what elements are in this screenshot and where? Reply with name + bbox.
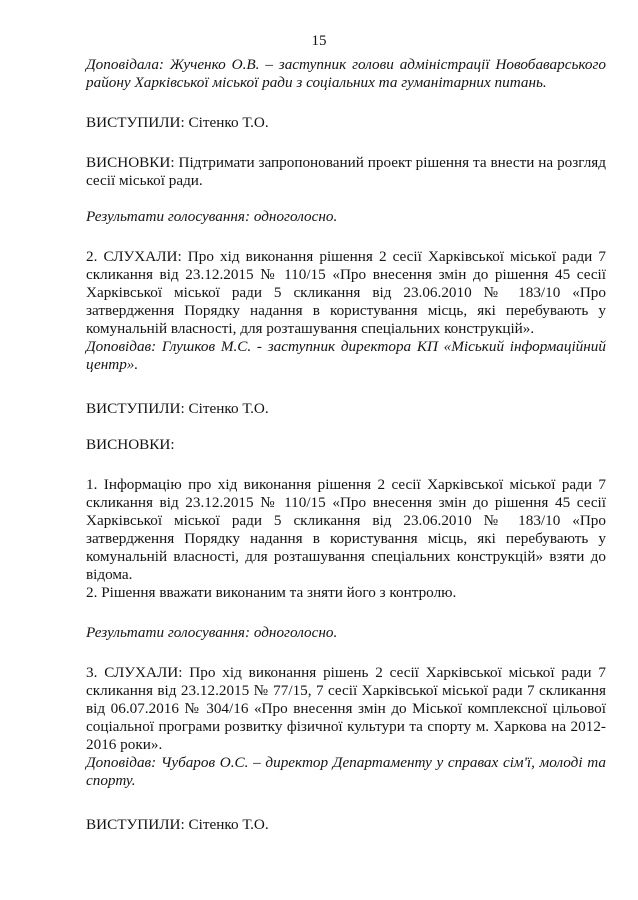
page-number: 15 (311, 33, 327, 49)
spoke-line: ВИСТУПИЛИ: Сітенко Т.О. (86, 400, 269, 417)
spoke-line: ВИСТУПИЛИ: Сітенко Т.О. (86, 114, 269, 131)
conclusions-paragraph: ВИСНОВКИ: Підтримати запропонований проект рішення та внести на розгляд сесії міської ради. (86, 154, 606, 189)
speaker-line: Доповідав: Глушков М.С. - заступник директора КП «Міський інформаційний центр». (86, 338, 606, 373)
conclusion-item-1: 1. Інформацію про хід виконання рішення 2 сесії Харківської міської ради 7 скликання від 23.12.2015 № 110/15 «Про внесення змін до рішення 45 сесії Харківської міської ради 5 скликання від 23.06.2010 № 183/10 «Про затвердження Порядку надання в користування місць, які перебувають у комунальній власності, для розташування спеціальних конструкцій» взяти до відома. (86, 476, 606, 583)
conclusion-item-2: 2. Рішення вважати виконаним та зняти його з контролю. (86, 584, 457, 601)
conclusions-heading: ВИСНОВКИ: (86, 436, 175, 453)
voting-results: Результати голосування: одноголосно. (86, 208, 338, 225)
speaker-line: Доповідав: Чубаров О.С. – директор Департаменту у справах сім'ї, молоді та спорту. (86, 754, 606, 789)
speaker-line: Доповідала: Жученко О.В. – заступник голови адміністрації Новобаварського району Харківської міської ради з соціальних та гуманітарних питань. (86, 56, 606, 91)
agenda-item-2: 2. СЛУХАЛИ: Про хід виконання рішення 2 сесії Харківської міської ради 7 скликання від 23.12.2015 № 110/15 «Про внесення змін до рішення 45 сесії Харківської міської ради 5 скликання від 23.06.2010 № 183/10 «Про затвердження Порядку надання в користування місць, які перебувають у комунальній власності, для розташування спеціальних конструкцій». (86, 248, 606, 337)
agenda-item-3: 3. СЛУХАЛИ: Про хід виконання рішень 2 сесії Харківської міської ради 7 скликання від 23.12.2015 № 77/15, 7 сесії Харківської міської ради 7 скликання від 06.07.2016 № 304/16 «Про внесення змін до Міської комплексної цільової соціальної програми розвитку фізичної культури та спорту м. Харкова на 2012-2016 роки». (86, 664, 606, 753)
spoke-line: ВИСТУПИЛИ: Сітенко Т.О. (86, 816, 269, 833)
document-body (86, 56, 606, 834)
voting-results: Результати голосування: одноголосно. (86, 624, 338, 641)
